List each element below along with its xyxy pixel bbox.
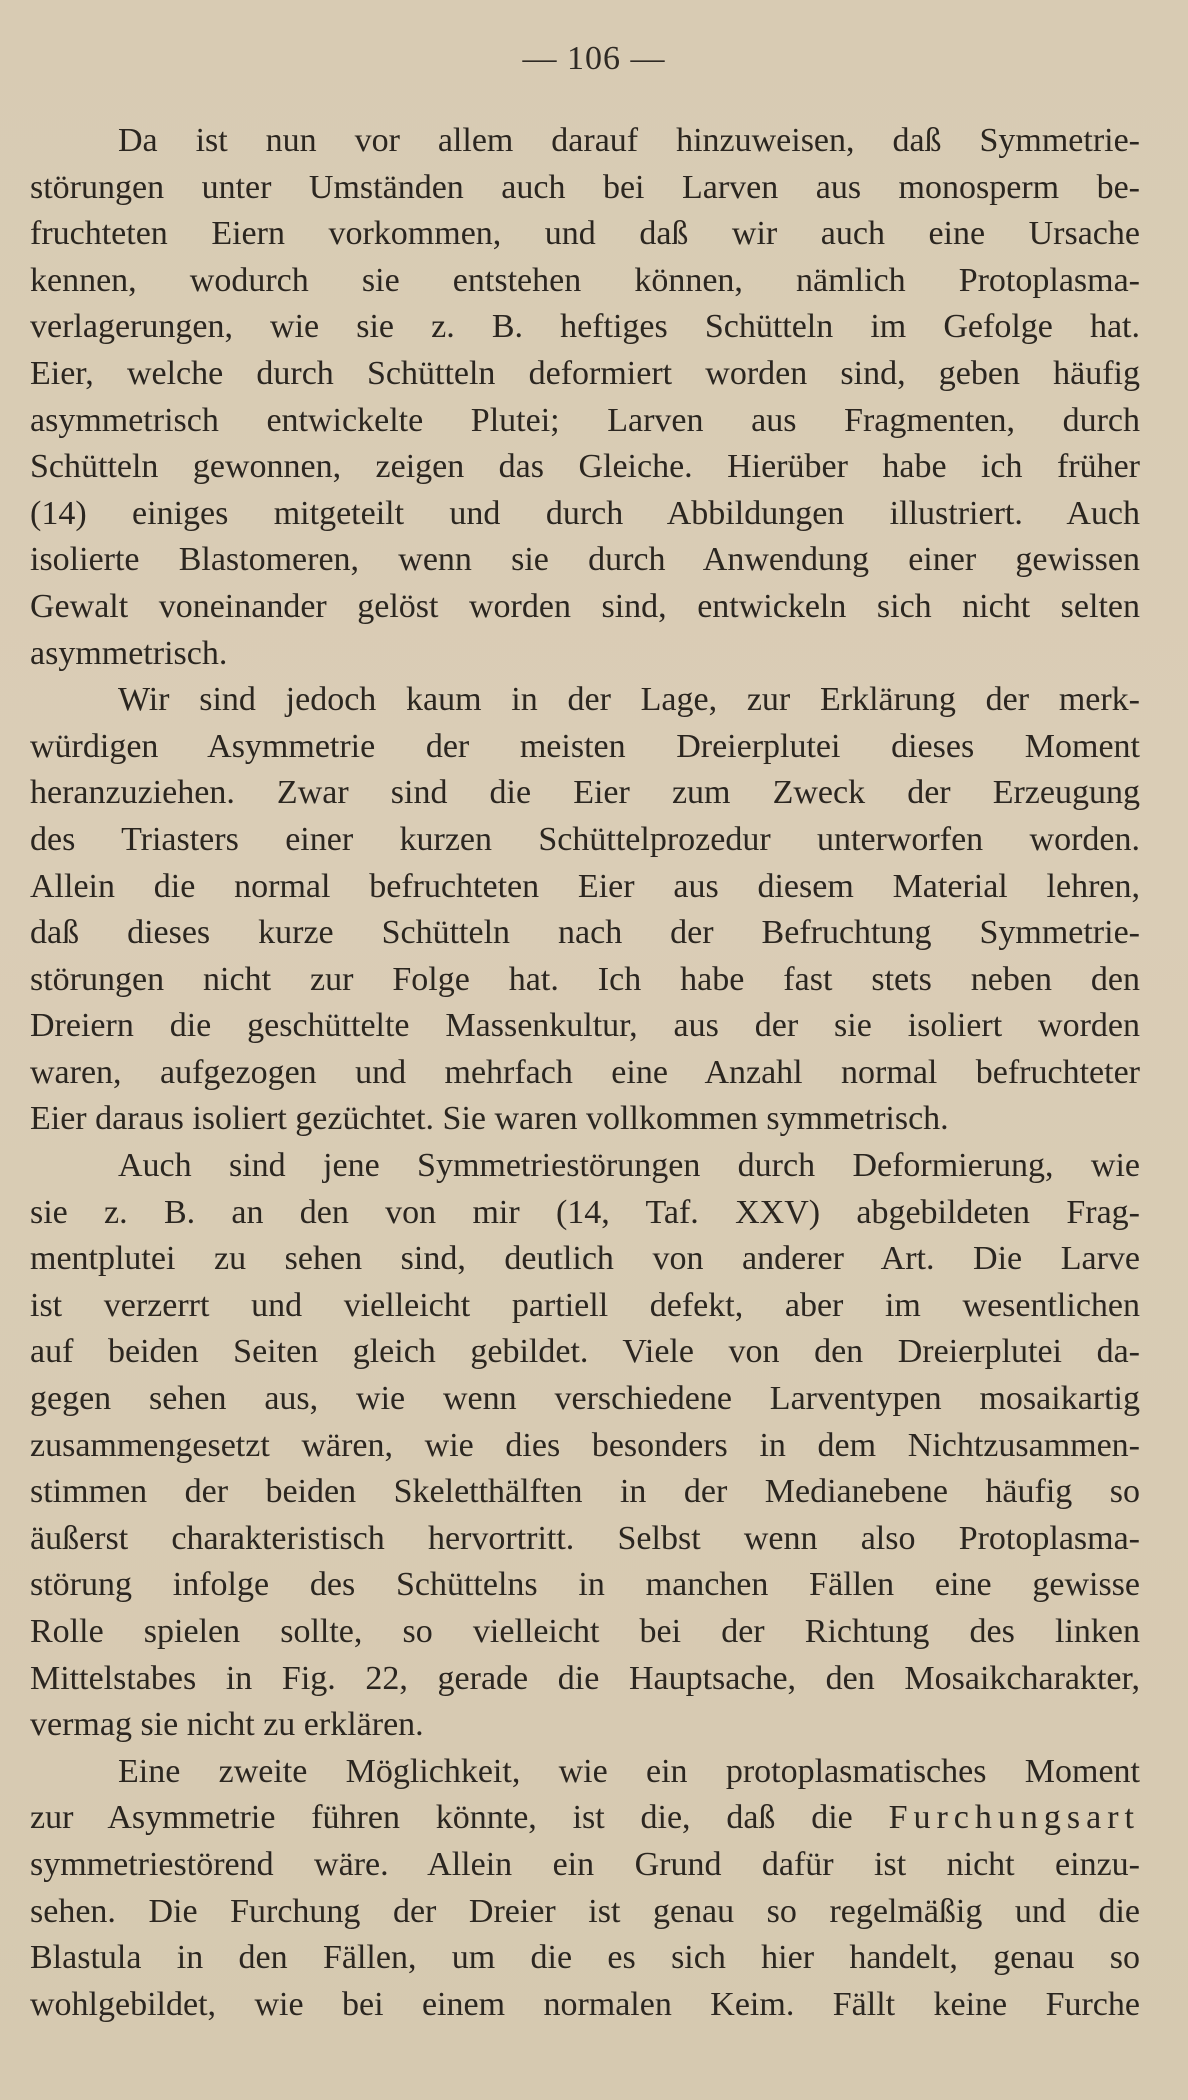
text-line: zur Asymmetrie führen könnte, ist die, daß die Furchungsart <box>30 1799 1140 1837</box>
text-line: Da ist nun vor allem darauf hinzuweisen, daß Symmetrie- <box>118 122 1140 159</box>
text-line: isolierte Blastomeren, wenn sie durch Anwendung einer gewissen <box>30 541 1140 579</box>
text-line: heranzuziehen. Zwar sind die Eier zum Zweck der Erzeugung <box>30 774 1140 812</box>
text-line: sie z. B. an den von mir (14, Taf. XXV) abgebildeten Frag- <box>30 1193 1140 1231</box>
page-number: — 106 — <box>522 40 666 77</box>
text-line: Wir sind jedoch kaum in der Lage, zur Erklärung der merk- <box>118 681 1140 719</box>
body-text <box>30 118 1140 2028</box>
text-line: ist verzerrt und vielleicht partiell defekt, aber im wesentlichen <box>30 1286 1140 1324</box>
text-line: wohlgebildet, wie bei einem normalen Keim. Fällt keine Furche <box>30 1985 1140 2023</box>
text-line: sehen. Die Furchung der Dreier ist genau so regelmäßig und die <box>30 1892 1140 1930</box>
text-line: Gewalt voneinander gelöst worden sind, entwickeln sich nicht selten <box>30 587 1140 625</box>
text-line: würdigen Asymmetrie der meisten Dreierplutei dieses Moment <box>30 727 1140 765</box>
text-line: waren, aufgezogen und mehrfach eine Anzahl normal befruchteter <box>30 1053 1140 1091</box>
text-line: symmetriestörend wäre. Allein ein Grund dafür ist nicht einzu- <box>30 1845 1140 1883</box>
text-line: störung infolge des Schüttelns in manchen Fällen eine gewisse <box>30 1566 1140 1604</box>
text-line: Eier, welche durch Schütteln deformiert worden sind, geben häufig <box>30 354 1140 392</box>
text-line: auf beiden Seiten gleich gebildet. Viele von den Dreierplutei da- <box>30 1333 1140 1371</box>
text-line: Blastula in den Fällen, um die es sich hier handelt, genau so <box>30 1939 1140 1977</box>
emphasized-word: Furchungsart <box>888 1799 1140 1837</box>
text-line: vermag sie nicht zu erklären. <box>30 1706 424 1744</box>
text-line: fruchteten Eiern vorkommen, und daß wir auch eine Ursache <box>30 215 1140 253</box>
text-line: asymmetrisch entwickelte Plutei; Larven aus Fragmenten, durch <box>30 401 1140 439</box>
text-line: asymmetrisch. <box>30 634 228 672</box>
text-line: Eier daraus isoliert gezüchtet. Sie waren vollkommen symmetrisch. <box>30 1100 949 1138</box>
text-line: daß dieses kurze Schütteln nach der Befruchtung Symmetrie- <box>30 914 1140 952</box>
text-line: störungen nicht zur Folge hat. Ich habe fast stets neben den <box>30 960 1140 998</box>
text-line: Mittelstabes in Fig. 22, gerade die Hauptsache, den Mosaikcharakter, <box>30 1659 1140 1697</box>
text-line: des Triasters einer kurzen Schüttelprozedur unterworfen worden. <box>30 820 1140 858</box>
text-line: stimmen der beiden Skeletthälften in der Medianebene häufig so <box>30 1473 1140 1511</box>
text-line: gegen sehen aus, wie wenn verschiedene Larventypen mosaikartig <box>30 1380 1140 1418</box>
text-line: Eine zweite Möglichkeit, wie ein protoplasmatisches Moment <box>118 1752 1140 1790</box>
text-line: mentplutei zu sehen sind, deutlich von anderer Art. Die Larve <box>30 1240 1140 1278</box>
text-line: zusammengesetzt wären, wie dies besonders in dem Nichtzusammen- <box>30 1426 1140 1464</box>
text-line: äußerst charakteristisch hervortritt. Selbst wenn also Protoplasma- <box>30 1519 1140 1557</box>
text-line: Auch sind jene Symmetriestörungen durch Deformierung, wie <box>118 1147 1140 1185</box>
text-line: kennen, wodurch sie entstehen können, nämlich Protoplasma- <box>30 261 1140 299</box>
text-line: (14) einiges mitgeteilt und durch Abbildungen illustriert. Auch <box>30 494 1140 532</box>
text-line: Allein die normal befruchteten Eier aus diesem Material lehren, <box>30 867 1140 905</box>
text-line: verlagerungen, wie sie z. B. heftiges Schütteln im Gefolge hat. <box>30 308 1140 346</box>
text-line: störungen unter Umständen auch bei Larven aus monosperm be- <box>30 168 1140 206</box>
text-line: Rolle spielen sollte, so vielleicht bei der Richtung des linken <box>30 1613 1140 1650</box>
text-line: Dreiern die geschüttelte Massenkultur, aus der sie isoliert worden <box>30 1007 1140 1045</box>
text-line: Schütteln gewonnen, zeigen das Gleiche. Hierüber habe ich früher <box>30 448 1140 486</box>
